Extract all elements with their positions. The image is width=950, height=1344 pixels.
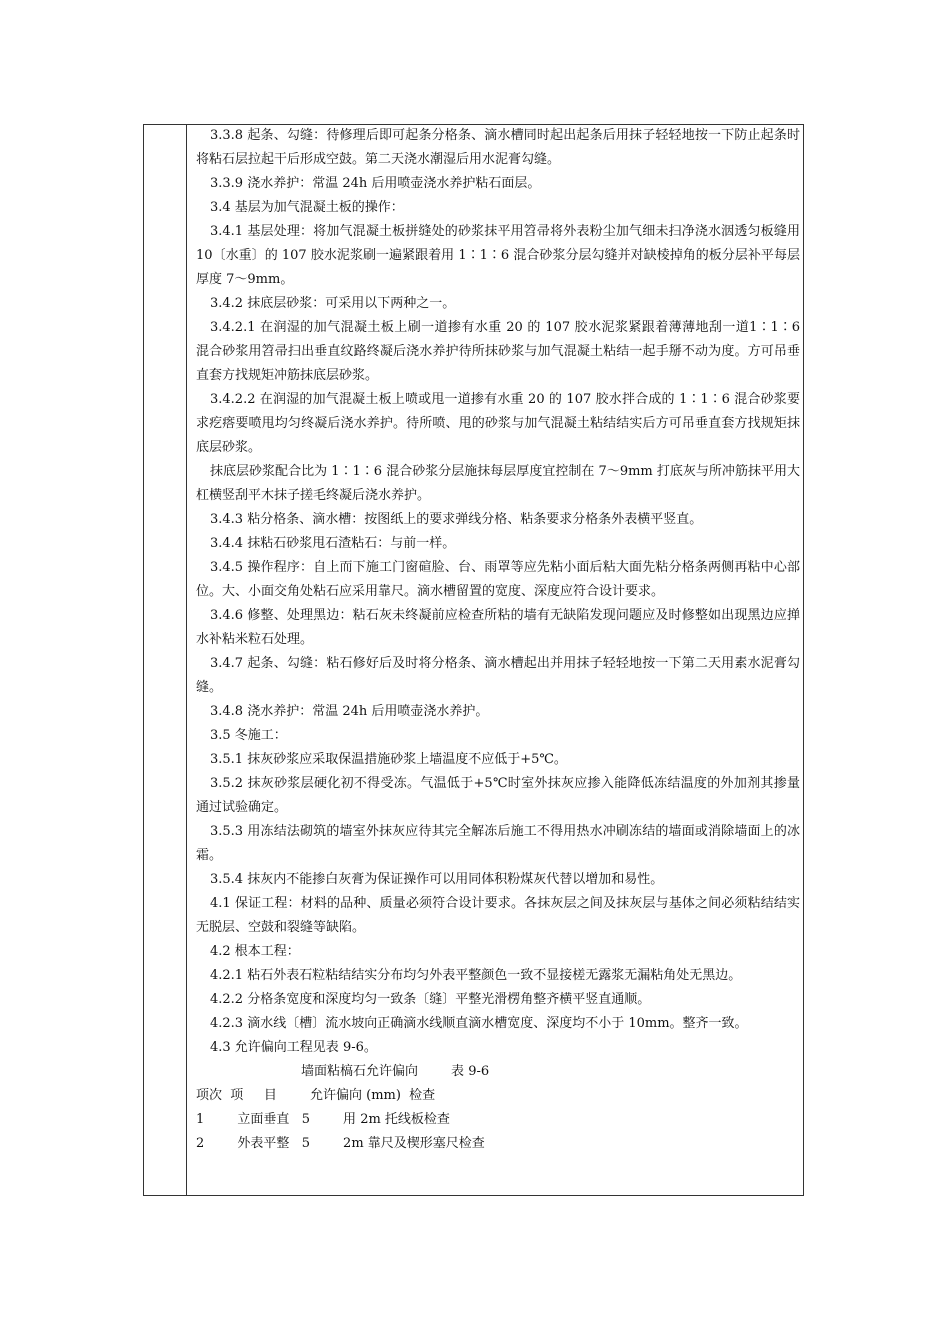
paragraph: 3.5.2 抹灰砂浆层硬化初不得受冻。气温低于+5℃时室外抹灰应掺入能降低冻结温度的外加剂其掺量通过试验确定。: [196, 776, 800, 815]
table-caption: 墙面粘槁石允许偏向 表 9-6: [301, 1064, 490, 1079]
paragraph: 4.1 保证工程：材料的品种、质量必须符合设计要求。各抹灰层之间及抹灰层与基体之间必须粘结结实无脱层、空鼓和裂缝等缺陷。: [196, 896, 800, 935]
table-row: 1 立面垂直 5 用 2m 托线板检查: [196, 1112, 450, 1127]
paragraph: 抹底层砂浆配合比为 1∶1∶6 混合砂浆分层施抹每层厚度宜控制在 7～9mm 打底灰与所冲筋抹平用大杠横竖刮平木抹子搓毛终凝后浇水养护。: [196, 464, 800, 503]
paragraph: 3.4 基层为加气混凝土板的操作：: [210, 200, 404, 215]
paragraph: 3.3.9 浇水养护：常温 24h 后用喷壶浇水养护粘石面层。: [210, 176, 541, 191]
table-row: 项次 项 目 允许偏向 (mm) 检查: [196, 1088, 436, 1103]
paragraph: 4.2.2 分格条宽度和深度均匀一致条〔缝〕平整光滑楞角整齐横平竖直通顺。: [210, 992, 651, 1007]
paragraph: 3.4.1 基层处理：将加气混凝土板拼缝处的砂浆抹平用笤帚将外表粉尘加气细未扫净浇水洇透匀板缝用 10〔水重〕的 107 胶水泥浆刷一遍紧跟着用 1∶1∶6 混合砂浆分层勾缝并对缺棱掉角的板分层补平每层厚度 7～9mm。: [196, 224, 800, 287]
paragraph: 3.4.4 抹粘石砂浆甩石渣粘石：与前一样。: [210, 536, 456, 551]
paragraph: 3.4.2 抹底层砂浆：可采用以下两种之一。: [210, 296, 456, 311]
paragraph: 3.4.8 浇水养护：常温 24h 后用喷壶浇水养护。: [210, 704, 489, 719]
paragraph: 3.4.5 操作程序：自上而下施工门窗碹脸、台、雨罩等应先粘小面后粘大面先粘分格条两侧再粘中心部位。大、小面交角处粘石应采用靠尺。滴水槽留置的宽度、深度应符合设计要求。: [196, 560, 800, 599]
paragraph: 4.2.1 粘石外表石粒粘结结实分布均匀外表平整颜色一致不显接槎无露浆无漏粘角处无黑边。: [210, 968, 742, 983]
paragraph: 4.2.3 滴水线〔槽〕流水坡向正确滴水线顺直滴水槽宽度、深度均不小于 10mm。整齐一致。: [210, 1016, 748, 1031]
paragraph: 3.4.2.1 在润湿的加气混凝土板上刷一道掺有水重 20 的 107 胶水泥浆紧跟着薄薄地刮一道1∶1∶6 混合砂浆用笤帚扫出垂直纹路终凝后浇水养护待所抹砂浆与加气混凝土粘结一起手掰不动为度。方可吊垂直套方找规矩冲筋抹底层砂浆。: [196, 320, 800, 383]
table-row: 2 外表平整 5 2m 靠尺及楔形塞尺检查: [196, 1136, 485, 1151]
column-divider: [186, 124, 187, 1196]
paragraph: 3.4.3 粘分格条、滴水槽：按图纸上的要求弹线分格、粘条要求分格条外表横平竖直。: [210, 512, 703, 527]
paragraph: 3.4.6 修整、处理黑边：粘石灰未终凝前应检查所粘的墙有无缺陷发现问题应及时修整如出现黑边应掸水补粘米粒石处理。: [196, 608, 800, 647]
paragraph: 3.4.7 起条、勾缝：粘石修好后及时将分格条、滴水槽起出并用抹子轻轻地按一下第二天用素水泥膏勾缝。: [196, 656, 800, 695]
document-body: [196, 124, 800, 1156]
paragraph: 3.3.8 起条、勾缝：待修理后即可起条分格条、滴水槽同时起出起条后用抹子轻轻地按一下防止起条时将粘石层拉起干后形成空鼓。第二天浇水潮湿后用水泥膏勾缝。: [196, 128, 800, 167]
paragraph: 3.5 冬施工：: [210, 728, 287, 743]
paragraph: 3.4.2.2 在润湿的加气混凝土板上喷或甩一道掺有水重 20 的 107 胶水拌合成的 1∶1∶6 混合砂浆要求疙瘩要喷甩均匀终凝后浇水养护。待所喷、甩的砂浆与加气混凝土粘结结实后方可吊垂直套方找规矩抹底层砂浆。: [196, 392, 800, 455]
paragraph: 3.5.3 用冻结法砌筑的墙室外抹灰应待其完全解冻后施工不得用热水冲刷冻结的墙面或消除墙面上的冰霜。: [196, 824, 800, 863]
paragraph: 4.3 允许偏向工程见表 9-6。: [210, 1040, 377, 1055]
paragraph: 4.2 根本工程：: [210, 944, 300, 959]
paragraph: 3.5.1 抹灰砂浆应采取保温措施砂浆上墙温度不应低于+5℃。: [210, 752, 567, 767]
paragraph: 3.5.4 抹灰内不能掺白灰膏为保证操作可以用同体积粉煤灰代替以增加和易性。: [210, 872, 664, 887]
